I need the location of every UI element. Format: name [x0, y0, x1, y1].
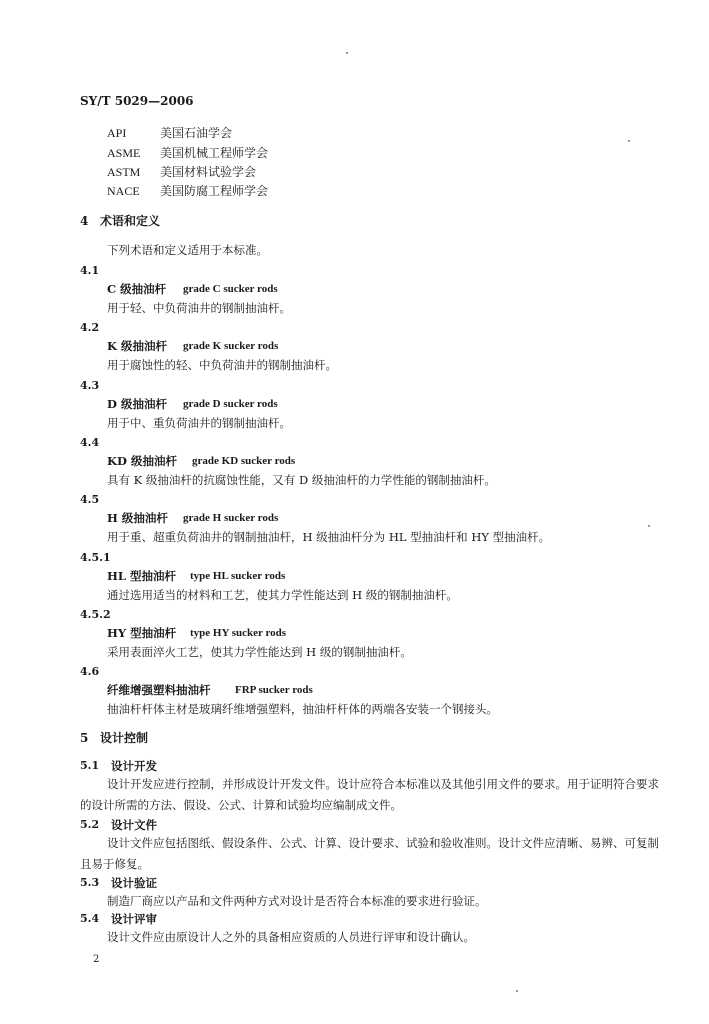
- abbreviation: API: [107, 126, 127, 140]
- term-definition: 抽油杆杆体主材是玻璃纤维增强塑料，抽油杆杆体的两端各安装一个钢接头。: [107, 702, 498, 716]
- section-intro: 下列术语和定义适用于本标准。: [107, 243, 268, 257]
- term-definition: 用于腐蚀性的轻、中负荷油井的钢制抽油杆。: [107, 358, 337, 372]
- term-definition: 用于轻、中负荷油井的钢制抽油杆。: [107, 301, 291, 315]
- subsection-number: 5.1: [80, 759, 100, 772]
- section-title: 设计控制: [100, 731, 149, 745]
- term-number: 4.4: [80, 436, 100, 449]
- term-chinese: H 级抽油杆: [107, 511, 168, 525]
- section-number: 5: [80, 731, 89, 745]
- term-number: 4.5: [80, 493, 100, 506]
- term-english: type HY sucker rods: [190, 627, 287, 639]
- scan-speck: [648, 525, 650, 527]
- page-number: 2: [93, 954, 100, 965]
- abbreviation-name: 美国机械工程师学会: [160, 146, 269, 160]
- term-chinese: 纤维增强塑料抽油杆: [107, 683, 211, 697]
- term-definition: 通过选用适当的材料和工艺，使其力学性能达到 H 级的钢制抽油杆。: [107, 588, 458, 602]
- term-english: grade C sucker rods: [183, 283, 278, 295]
- term-chinese: KD 级抽油杆: [107, 454, 177, 468]
- term-number: 4.1: [80, 264, 100, 277]
- subsection-paragraph: 设计文件应由原设计人之外的具备相应资质的人员进行评审和设计确认。: [107, 930, 475, 944]
- subsection-number: 5.4: [80, 912, 100, 925]
- scan-speck: [628, 140, 630, 142]
- subsection-paragraph: 设计开发应进行控制，并形成设计开发文件。设计应符合本标准以及其他引用文件的要求。用于证明符合要求的设计所需的方法、假设、公式、计算和试验均应编制成文件。: [80, 777, 659, 812]
- term-number: 4.3: [80, 379, 100, 392]
- standard-code: SY/T 5029—2006: [80, 94, 194, 108]
- term-chinese: D 级抽油杆: [107, 397, 167, 411]
- term-number: 4.5.2: [80, 608, 111, 621]
- abbreviation-name: 美国材料试验学会: [160, 165, 257, 179]
- term-chinese: HL 型抽油杆: [107, 569, 176, 583]
- scan-speck: [346, 52, 348, 54]
- abbreviation-name: 美国石油学会: [160, 126, 233, 140]
- subsection-paragraph: 制造厂商应以产品和文件两种方式对设计是否符合本标准的要求进行验证。: [107, 894, 487, 908]
- term-number: 4.5.1: [80, 551, 111, 564]
- term-definition: 采用表面淬火工艺，使其力学性能达到 H 级的钢制抽油杆。: [107, 645, 412, 659]
- scan-speck: [516, 990, 518, 992]
- term-english: grade KD sucker rods: [192, 455, 296, 467]
- subsection-title: 设计评审: [111, 912, 157, 926]
- term-number: 4.6: [80, 665, 100, 678]
- abbreviation-name: 美国防腐工程师学会: [160, 184, 269, 198]
- section-title: 术语和定义: [100, 214, 161, 228]
- abbreviation: NACE: [107, 184, 140, 198]
- term-english: grade D sucker rods: [183, 398, 278, 410]
- subsection-title: 设计验证: [111, 876, 157, 890]
- subsection-number: 5.3: [80, 876, 100, 889]
- subsection-title: 设计文件: [111, 818, 157, 832]
- subsection-paragraph: 设计文件应包括图纸、假设条件、公式、计算、设计要求、试验和验收准则。设计文件应清晰、易辨、可复制且易于修复。: [80, 836, 659, 871]
- subsection-title: 设计开发: [111, 759, 157, 773]
- subsection-number: 5.2: [80, 818, 100, 831]
- term-english: FRP sucker rods: [235, 684, 313, 696]
- term-english: type HL sucker rods: [190, 570, 286, 582]
- term-chinese: K 级抽油杆: [107, 339, 167, 353]
- term-english: grade H sucker rods: [183, 512, 279, 524]
- term-number: 4.2: [80, 321, 100, 334]
- section-number: 4: [80, 214, 89, 228]
- term-english: grade K sucker rods: [183, 340, 279, 352]
- abbreviation: ASTM: [107, 165, 141, 179]
- term-definition: 用于重、超重负荷油井的钢制抽油杆，H 级抽油杆分为 HL 型抽油杆和 HY 型抽油杆。: [107, 530, 551, 544]
- term-definition: 具有 K 级抽油杆的抗腐蚀性能，又有 D 级抽油杆的力学性能的钢制抽油杆。: [107, 473, 496, 487]
- term-chinese: HY 型抽油杆: [107, 626, 177, 640]
- term-definition: 用于中、重负荷油井的钢制抽油杆。: [107, 416, 291, 430]
- term-chinese: C 级抽油杆: [107, 282, 167, 296]
- abbreviation: ASME: [107, 146, 141, 160]
